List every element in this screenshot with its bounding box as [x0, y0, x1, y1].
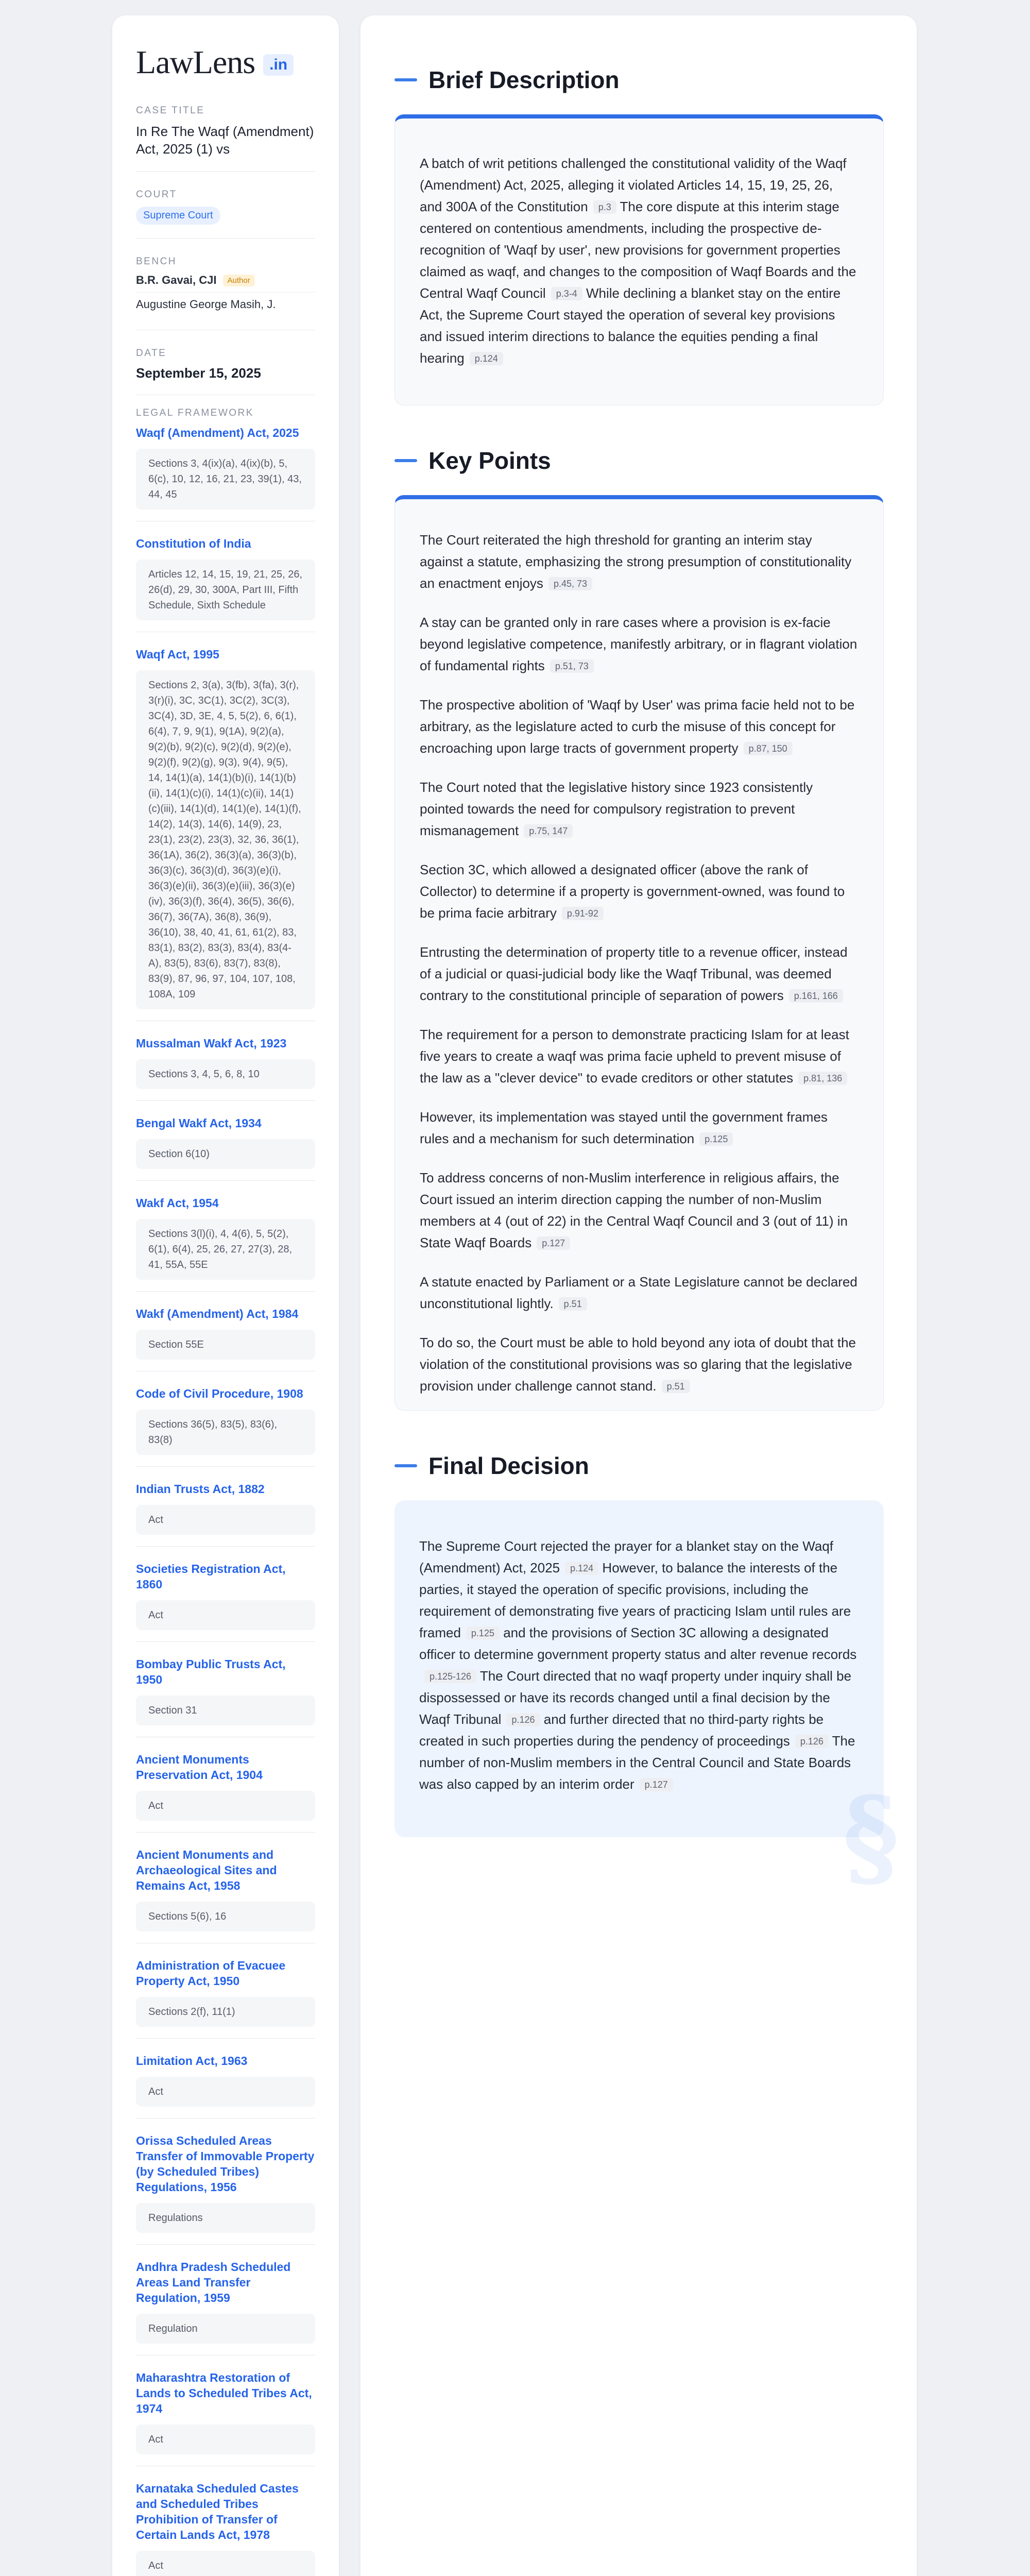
- statute-item: [136, 1958, 315, 2039]
- page-ref-badge[interactable]: p.161, 166: [789, 989, 843, 1003]
- brand-name: LawLens: [136, 44, 255, 80]
- key-point-text: The requirement for a person to demonstrate practicing Islam for at least five years to create a waqf was prima facie upheld to prevent misuse of the law as a "clever device" to evade creditors or other statutes: [420, 1027, 849, 1086]
- page-ref-badge[interactable]: p.3-4: [551, 287, 582, 300]
- statute-link[interactable]: Indian Trusts Act, 1882: [136, 1482, 265, 1496]
- section-title: Final Decision: [428, 1452, 589, 1479]
- key-point-text: A stay can be granted only in rare cases where a provision is ex-facie beyond legislative competence, manifestly arbitrary, or in flagrant violation of fundamental rights: [420, 615, 857, 673]
- page-ref-badge[interactable]: p.125: [466, 1626, 500, 1640]
- court-badge: Supreme Court: [136, 207, 220, 225]
- statute-item: [136, 2481, 315, 2576]
- page-ref-badge[interactable]: p.124: [470, 352, 503, 365]
- judge-item: [136, 274, 315, 293]
- section-watermark-icon: §: [843, 1773, 899, 1900]
- statute-sections: Act: [136, 2551, 315, 2576]
- page-ref-badge[interactable]: p.126: [506, 1713, 540, 1726]
- statute-item: [136, 1847, 315, 1943]
- statute-sections: Act: [136, 1600, 315, 1630]
- statute-link[interactable]: Administration of Evacuee Property Act, 1950: [136, 1959, 286, 1988]
- statute-link[interactable]: Constitution of India: [136, 537, 251, 550]
- statute-sections: Act: [136, 1505, 315, 1535]
- section-title: Brief Description: [428, 66, 620, 93]
- section-header: [394, 66, 884, 94]
- statute-sections: Sections 36(5), 83(5), 83(6), 83(8): [136, 1410, 315, 1455]
- statute-item: [136, 2133, 315, 2245]
- key-point-text: To do so, the Court must be able to hold beyond any iota of doubt that the violation of the constitutional provisions was so glaring that the legislative provision under challenge cannot stand.: [420, 1335, 856, 1394]
- statute-item: [136, 1195, 315, 1292]
- paragraph-text: The Court directed that no waqf property under inquiry shall be dispossessed or have its records changed until a final decision by the Waqf Tribunal: [419, 1668, 852, 1727]
- statute-link[interactable]: Waqf (Amendment) Act, 2025: [136, 426, 299, 439]
- bench-block: [136, 256, 315, 330]
- key-point-text: The prospective abolition of 'Waqf by User' was prima facie held not to be arbitrary, as the legislature acted to curb the misuse of this concept for encroaching upon large tracts of government property: [420, 697, 855, 756]
- author-badge: Author: [223, 275, 255, 286]
- paragraph-text: and the provisions of Section 3C allowing a designated officer to determine government property status and alter revenue records: [419, 1625, 857, 1662]
- page-ref-badge[interactable]: p.75, 147: [524, 824, 573, 838]
- page-ref-badge[interactable]: p.127: [640, 1778, 673, 1791]
- statute-link[interactable]: Bombay Public Trusts Act, 1950: [136, 1657, 286, 1686]
- statute-sections: Regulations: [136, 2203, 315, 2233]
- legal-framework: [136, 408, 315, 2576]
- key-point-text: To address concerns of non-Muslim interference in religious affairs, the Court issued an interim direction capping the number of non-Muslim members at 4 (out of 22) in the Central Waqf Council and 3 (out of 11) in State Waqf Boards: [420, 1170, 848, 1250]
- statute-item: [136, 1386, 315, 1467]
- key-point: [420, 859, 859, 924]
- statute-sections: Act: [136, 1791, 315, 1821]
- statute-item: [136, 536, 315, 632]
- statute-link[interactable]: Maharashtra Restoration of Lands to Scheduled Tribes Act, 1974: [136, 2371, 312, 2415]
- case-title-block: [136, 105, 315, 172]
- statute-link[interactable]: Karnataka Scheduled Castes and Scheduled Tribes Prohibition of Transfer of Certain Lands Act, 1978: [136, 2482, 299, 2541]
- final-decision-section: [394, 1452, 899, 1900]
- page-ref-badge[interactable]: p.91-92: [562, 907, 604, 920]
- statute-item: [136, 2053, 315, 2119]
- statute-sections: Section 6(10): [136, 1139, 315, 1169]
- court-block: [136, 189, 315, 239]
- page-ref-badge[interactable]: p.3: [593, 200, 616, 214]
- final-decision-panel: [394, 1500, 899, 1900]
- judge-name: Augustine George Masih, J.: [136, 298, 276, 311]
- statute-link[interactable]: Ancient Monuments Preservation Act, 1904: [136, 1753, 263, 1782]
- key-points-section: [394, 447, 884, 1411]
- statute-sections: Section 31: [136, 1696, 315, 1725]
- statute-item: [136, 2370, 315, 2466]
- key-point-text: A statute enacted by Parliament or a State Legislature cannot be declared unconstitutional lightly.: [420, 1274, 857, 1311]
- section-title: Key Points: [428, 447, 551, 474]
- statute-link[interactable]: Bengal Wakf Act, 1934: [136, 1116, 262, 1130]
- statute-sections: Section 55E: [136, 1330, 315, 1360]
- section-accent-bar: [394, 1464, 417, 1467]
- statute-sections: Sections 3(l)(i), 4, 4(6), 5, 5(2), 6(1), 6(4), 25, 26, 27, 27(3), 28, 41, 55A, 55E: [136, 1219, 315, 1280]
- key-point: [420, 776, 859, 841]
- paragraph-text: The Supreme Court rejected the prayer for a blanket stay on the Waqf (Amendment) Act, 2025: [419, 1538, 834, 1575]
- judge-item: [136, 293, 315, 316]
- legal-framework-label: LEGAL FRAMEWORK: [136, 408, 254, 418]
- page-ref-badge[interactable]: p.45, 73: [548, 577, 592, 590]
- statute-link[interactable]: Orissa Scheduled Areas Transfer of Immovable Property (by Scheduled Tribes) Regulations, 1956: [136, 2134, 315, 2194]
- section-accent-bar: [394, 459, 417, 462]
- paragraph-text: The number of non-Muslim members in the Central Council and State Boards was also capped by an interim order: [419, 1733, 855, 1792]
- key-point-text: However, its implementation was stayed until the government frames rules and a mechanism for such determination: [420, 1109, 828, 1146]
- statute-sections: Act: [136, 2077, 315, 2107]
- statute-item: [136, 2259, 315, 2355]
- section-accent-bar: [394, 78, 417, 81]
- section-header: [394, 447, 884, 474]
- statute-link[interactable]: Wakf Act, 1954: [136, 1196, 219, 1210]
- paragraph-text: A batch of writ petitions challenged the constitutional validity of the Waqf (Amendment) Act, 2025, alleging it violated Articles 14, 15, 19, 25, 26, and 300A of the Constitution: [420, 156, 847, 214]
- paragraph-text: The core dispute at this interim stage centered on contentious amendments, including the prospective de-recognition of 'Waqf by user', new provisions for government properties claimed as waqf, and changes to the composition of Waqf Boards and the Central Waqf Council: [420, 199, 856, 301]
- statute-link[interactable]: Waqf Act, 1995: [136, 648, 219, 661]
- statute-link[interactable]: Andhra Pradesh Scheduled Areas Land Transfer Regulation, 1959: [136, 2260, 291, 2304]
- court-label: COURT: [136, 189, 177, 200]
- statute-item: [136, 1306, 315, 1371]
- statute-item: [136, 1561, 315, 1642]
- statute-item: [136, 1115, 315, 1181]
- brief-description-section: [394, 66, 884, 405]
- page-ref-badge[interactable]: p.51: [662, 1380, 690, 1393]
- key-point: [420, 941, 859, 1006]
- key-points-panel: [394, 495, 884, 1411]
- statute-sections: Act: [136, 2425, 315, 2454]
- paragraph-text: While declining a blanket stay on the entire Act, the Supreme Court stayed the operation of several key provisions and issued interim directions to balance the equities pending a final hearing: [420, 285, 841, 366]
- statute-link[interactable]: Societies Registration Act, 1860: [136, 1562, 286, 1591]
- date-label: DATE: [136, 348, 167, 359]
- statute-sections: Sections 3, 4(ix)(a), 4(ix)(b), 5, 6(c), 10, 12, 16, 21, 23, 39(1), 43, 44, 45: [136, 449, 315, 510]
- statute-link[interactable]: Code of Civil Procedure, 1908: [136, 1387, 303, 1400]
- statute-link[interactable]: Wakf (Amendment) Act, 1984: [136, 1307, 299, 1320]
- case-title: In Re The Waqf (Amendment) Act, 2025 (1) vs: [136, 124, 314, 157]
- page-ref-badge[interactable]: p.125: [699, 1132, 733, 1146]
- page-ref-badge[interactable]: p.51, 73: [550, 659, 594, 673]
- statute-sections: Sections 2, 3(a), 3(fb), 3(fa), 3(r), 3(r)(i), 3C, 3C(1), 3C(2), 3C(3), 3C(4), 3D, 3E, 4, 5, 5(2), 6, 6(1), 6(4), 7, 9, 9(1), 9(1A), 9(2)(a), 9(2)(b), 9(2)(c), 9(2)(d), 9(2)(e), 9(2)(f), 9(2)(g), 9(3), 9(4), 9(5), 14, 14(1)(a), 14(1)(b)(i), 14(1)(b)(ii), 14(1)(c)(i), 14(1)(c)(ii), 14(1)(c)(iii), 14(1)(d), 14(1)(e), 14(1)(f), 14(2), 14(3), 14(6), 14(9), 23, 23(1), 23(2), 23(3), 32, 36, 36(1), 36(1A), 36(2), 36(3)(a), 36(3)(b), 36(3)(c), 36(3)(d), 36(3)(e)(i), 36(3)(e)(ii), 36(3)(e)(iii), 36(3)(e)(iv), 36(3)(f), 36(4), 36(5), 36(6), 36(7), 36(7A), 36(8), 36(9), 36(10), 38, 40, 41, 61, 61(2), 83, 83(1), 83(2), 83(3), 83(4), 83(4-A), 83(5), 83(6), 83(7), 83(8), 83(9), 87, 96, 97, 104, 107, 108, 108A, 109: [136, 670, 315, 1009]
- key-point: [420, 1271, 859, 1314]
- key-point-text: The Court reiterated the high threshold for granting an interim stay against a statute, emphasizing the strong presumption of constitutionality an enactment enjoys: [420, 532, 852, 591]
- judge-name: B.R. Gavai, CJI: [136, 274, 217, 286]
- judgment-date: September 15, 2025: [136, 365, 261, 381]
- statute-sections: Sections 2(f), 11(1): [136, 1997, 315, 2027]
- key-point: [420, 1106, 859, 1149]
- statute-sections: Articles 12, 14, 15, 19, 21, 25, 26, 26(d), 29, 30, 300A, Part III, Fifth Schedule, Sixth Schedule: [136, 560, 315, 620]
- statute-item: [136, 1752, 315, 1833]
- case-title-label: CASE TITLE: [136, 105, 205, 116]
- statute-link[interactable]: Ancient Monuments and Archaeological Sites and Remains Act, 1958: [136, 1848, 277, 1892]
- statute-link[interactable]: Mussalman Wakf Act, 1923: [136, 1037, 287, 1050]
- final-decision-text: [419, 1535, 859, 1795]
- brief-description-panel: [394, 114, 884, 405]
- brand-tld: .in: [263, 54, 294, 76]
- key-point: [420, 529, 859, 594]
- key-point-text: Section 3C, which allowed a designated officer (above the rank of Collector) to determine if a property is government-owned, was found to be prima facie arbitrary: [420, 862, 845, 921]
- case-info-card: [112, 15, 339, 2576]
- page-ref-badge[interactable]: p.126: [795, 1735, 829, 1748]
- page-ref-badge[interactable]: p.125-126: [424, 1670, 476, 1683]
- statute-item: [136, 1656, 315, 1737]
- key-point: [420, 1332, 859, 1397]
- key-point: [420, 694, 859, 759]
- page-ref-badge[interactable]: p.124: [565, 1562, 598, 1575]
- statute-list: [136, 425, 315, 2576]
- statute-sections: Regulation: [136, 2314, 315, 2344]
- paragraph-text: However, to balance the interests of the parties, it stayed the operation of specific provisions, including the requirement of demonstrating five years of practicing Islam until rules are framed: [419, 1560, 851, 1640]
- page-ref-badge[interactable]: p.51: [559, 1297, 587, 1311]
- statute-sections: Sections 5(6), 16: [136, 1902, 315, 1931]
- date-block: [136, 348, 315, 395]
- brand-logo[interactable]: [136, 43, 315, 81]
- key-point-text: The Court noted that the legislative history since 1923 consistently pointed towards the need for compulsory registration to prevent mismanagement: [420, 779, 813, 838]
- page-ref-badge[interactable]: p.81, 136: [798, 1072, 847, 1085]
- page-ref-badge[interactable]: p.127: [537, 1236, 570, 1250]
- page-ref-badge[interactable]: p.87, 150: [744, 742, 793, 755]
- sidebar: [112, 15, 339, 2576]
- key-point: [420, 1167, 859, 1253]
- statute-link[interactable]: Limitation Act, 1963: [136, 2054, 248, 2067]
- statute-item: [136, 425, 315, 521]
- key-point: [420, 1024, 859, 1089]
- main-content: [360, 15, 917, 2576]
- statute-item: [136, 1036, 315, 1101]
- section-header: [394, 1452, 884, 1480]
- key-point: [420, 612, 859, 676]
- key-point-text: Entrusting the determination of property title to a revenue officer, instead of a judicial or quasi-judicial body like the Waqf Tribunal, was deemed contrary to the constitutional principle of separation of powers: [420, 944, 848, 1003]
- statute-item: [136, 1481, 315, 1547]
- bench-label: BENCH: [136, 256, 177, 267]
- statute-item: [136, 647, 315, 1021]
- paragraph-text: and further directed that no third-party rights be created in such properties during the pendency of proceedings: [419, 1711, 824, 1749]
- statute-sections: Sections 3, 4, 5, 6, 8, 10: [136, 1059, 315, 1089]
